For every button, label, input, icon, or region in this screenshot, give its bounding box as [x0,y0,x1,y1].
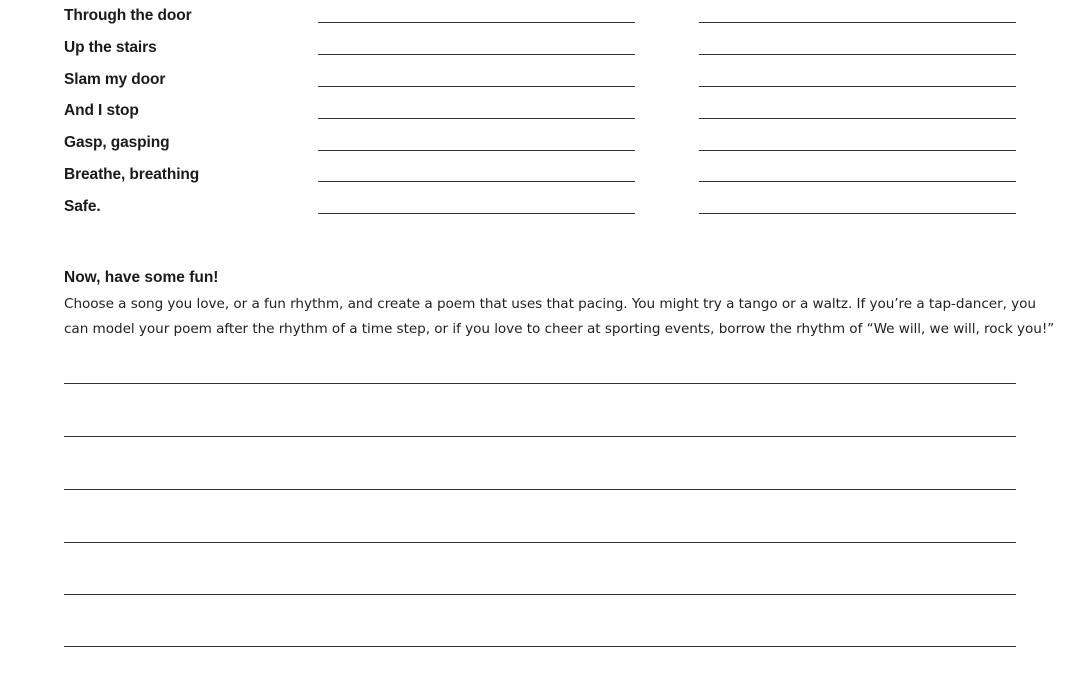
poem-line-label: Slam my door [64,71,166,88]
writing-line[interactable] [64,489,1016,490]
poem-line-label: Up the stairs [64,39,157,56]
writing-line[interactable] [64,436,1016,437]
answer-blank-left[interactable] [318,181,635,182]
poem-line-label: Safe. [64,198,101,215]
answer-blank-right[interactable] [699,86,1016,87]
instructions-line: can model your poem after the rhythm of a time step, or if you love to cheer at sporting events, borrow the rhythm of “We will, we will, rock you!” [64,321,1055,337]
answer-blank-left[interactable] [318,22,635,23]
answer-blank-left[interactable] [318,54,635,55]
answer-blank-right[interactable] [699,22,1016,23]
answer-blank-right[interactable] [699,213,1016,214]
answer-blank-right[interactable] [699,181,1016,182]
poem-line-label: Through the door [64,7,192,24]
writing-line[interactable] [64,383,1016,384]
answer-blank-left[interactable] [318,150,635,151]
section-heading: Now, have some fun! [64,269,219,286]
answer-blank-left[interactable] [318,86,635,87]
writing-line[interactable] [64,542,1016,543]
poem-line-label: And I stop [64,102,139,119]
answer-blank-right[interactable] [699,54,1016,55]
answer-blank-left[interactable] [318,213,635,214]
instructions-line: Choose a song you love, or a fun rhythm, and create a poem that uses that pacing. You might try a tango or a waltz. If you’re a tap-dancer, you [64,296,1036,312]
answer-blank-right[interactable] [699,150,1016,151]
answer-blank-right[interactable] [699,118,1016,119]
writing-line[interactable] [64,594,1016,595]
answer-blank-left[interactable] [318,118,635,119]
poem-line-label: Gasp, gasping [64,134,170,151]
poem-line-label: Breathe, breathing [64,166,200,183]
writing-line[interactable] [64,646,1016,647]
